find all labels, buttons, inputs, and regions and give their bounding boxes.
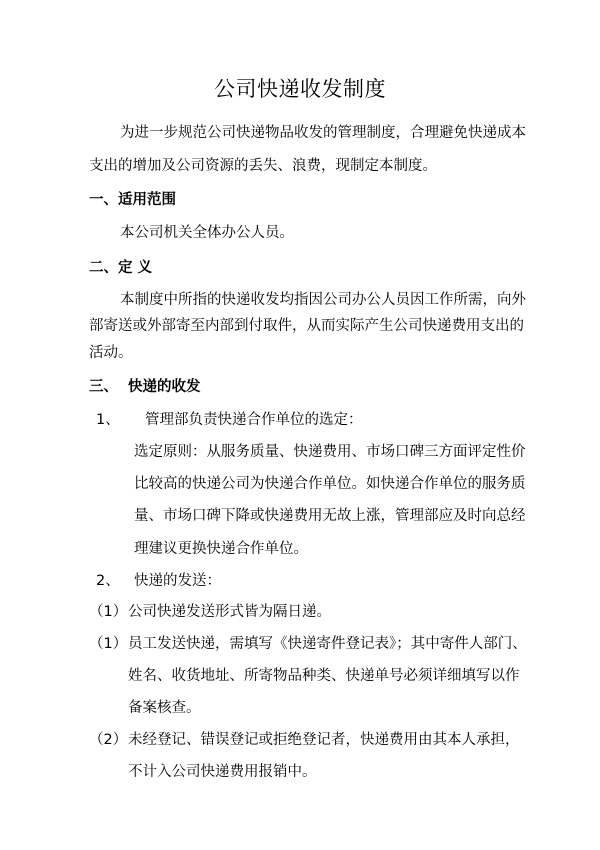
sub-1-num: （1）	[89, 604, 128, 620]
item-1-line-1: 选定原则：从服务质量、快递费用、市场口碑三方面评定性价	[134, 444, 526, 460]
section-3-heading-num: 三、	[89, 379, 118, 395]
item-1-line-3: 量、市场口碑下降或快递费用无故上涨，管理部应及时向总经	[134, 508, 526, 524]
sub-3-line-2: 不计入公司快递费用报销中。	[128, 764, 317, 780]
section-2-line-1: 本制度中所指的快递收发均指因公司办公人员因工作所需，向外	[120, 292, 526, 308]
sub-3-num: （2）	[89, 732, 128, 748]
section-2-heading: 二、定 义	[89, 260, 153, 276]
sub-2-line-1: 员工发送快递，需填写《快递寄件登记表》；其中寄件人部门、	[128, 636, 527, 652]
item-1-line-4: 理建议更换快递合作单位。	[134, 541, 308, 557]
item-2-text: 快递的发送：	[134, 573, 221, 589]
sub-2-num: （1）	[89, 636, 128, 652]
item-1-num: 1、	[96, 412, 120, 428]
item-2-num: 2、	[96, 573, 120, 589]
sub-3-line-1: 未经登记、错误登记或拒绝登记者，快递费用由其本人承担，	[128, 732, 520, 748]
section-2-line-2: 部寄送或外部寄至内部到付取件，从而实际产生公司快递费用支出的	[89, 318, 524, 334]
sub-2-line-2: 姓名、收货地址、所寄物品种类、快递单号必须详细填写以作	[128, 668, 520, 684]
sub-2-line-3: 备案核查。	[128, 700, 201, 716]
section-1-body: 本公司机关全体办公人员。	[120, 225, 294, 241]
sub-1-text: 公司快递发送形式皆为隔日递。	[128, 604, 331, 620]
item-1-line-2: 比较高的快递公司为快递合作单位。如快递合作单位的服务质	[134, 476, 526, 492]
section-1-heading: 一、适用范围	[89, 192, 176, 208]
intro-line-1: 为进一步规范公司快递物品收发的管理制度，合理避免快递成本	[120, 125, 526, 141]
intro-line-2: 支出的增加及公司资源的丢失、浪费，现制定本制度。	[89, 158, 437, 174]
section-2-line-3: 活动。	[89, 345, 133, 361]
item-1-text: 管理部负责快递合作单位的选定：	[145, 412, 363, 428]
section-3-heading-text: 快递的收发	[128, 379, 201, 395]
document-title: 公司快递收发制度	[214, 77, 386, 101]
